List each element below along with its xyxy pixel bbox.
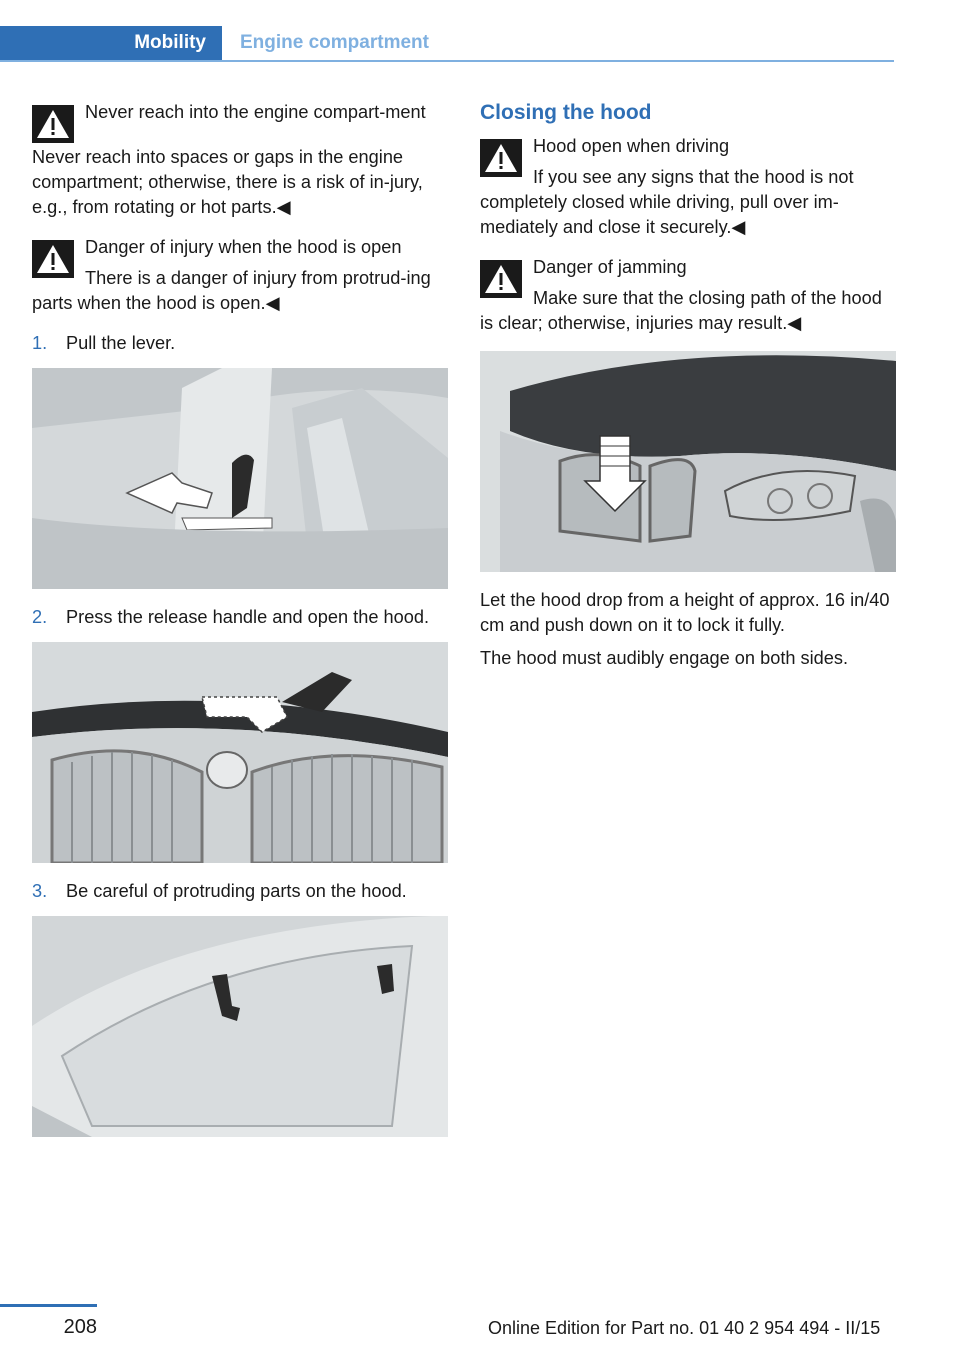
warning-hood-open-driving	[480, 134, 896, 240]
warning-icon	[32, 240, 74, 278]
section-title: Closing the hood	[480, 101, 652, 124]
page-header	[0, 26, 894, 62]
warning-jamming	[480, 255, 896, 336]
footer-divider	[0, 1304, 97, 1307]
figure-hood-underside	[32, 916, 448, 1137]
figure-lever	[32, 368, 448, 589]
step-item	[32, 605, 448, 630]
tab-engine-compartment[interactable]: Engine compartment	[240, 32, 429, 53]
paragraph: Let the hood drop from a height of approx. 16 in/40 cm and push down on it to lock it fully.	[480, 590, 890, 635]
warning-title: Hood open when driving	[533, 136, 730, 156]
page-number: 208	[63, 1316, 97, 1338]
warning-body: Never reach into spaces or gaps in the engine compartment; otherwise, there is a risk of in‐jury, e.g., from rotating or hot parts.◀	[32, 147, 423, 217]
figure-closing-hood	[480, 351, 896, 572]
step-number: 1.	[32, 333, 48, 353]
warning-icon	[32, 105, 74, 143]
header-divider	[0, 60, 894, 62]
tab-mobility[interactable]: Mobility	[0, 26, 222, 60]
warning-body: If you see any signs that the hood is not completely closed while driving, pull over im‐mediately and close it securely.◀	[480, 167, 854, 237]
step-text: Be careful of protruding parts on the hood.	[66, 881, 407, 901]
warning-hood-open	[32, 235, 448, 316]
step-number: 3.	[32, 881, 48, 901]
warning-title: Danger of jamming	[533, 257, 687, 277]
warning-icon	[480, 139, 522, 177]
step-text: Pull the lever.	[66, 333, 176, 353]
figure-release-handle	[32, 642, 448, 863]
step-text: Press the release handle and open the hood.	[66, 607, 430, 627]
warning-icon	[480, 260, 522, 298]
warning-body: There is a danger of injury from protrud‐ing parts when the hood is open.◀	[32, 268, 431, 313]
paragraph: The hood must audibly engage on both sides.	[480, 648, 849, 668]
warning-body: Make sure that the closing path of the hood is clear; otherwise, injuries may result.◀	[480, 288, 882, 333]
step-item	[32, 879, 448, 904]
warning-title: Danger of injury when the hood is open	[85, 237, 402, 257]
left-column	[32, 100, 448, 1153]
step-number: 2.	[32, 607, 48, 627]
edition-text: Online Edition for Part no. 01 40 2 954 494 - II/15	[488, 1318, 881, 1338]
right-column	[480, 100, 896, 679]
warning-engine-compartment	[32, 100, 448, 220]
step-item	[32, 331, 448, 356]
warning-title: Never reach into the engine compart‐ment	[85, 102, 426, 122]
